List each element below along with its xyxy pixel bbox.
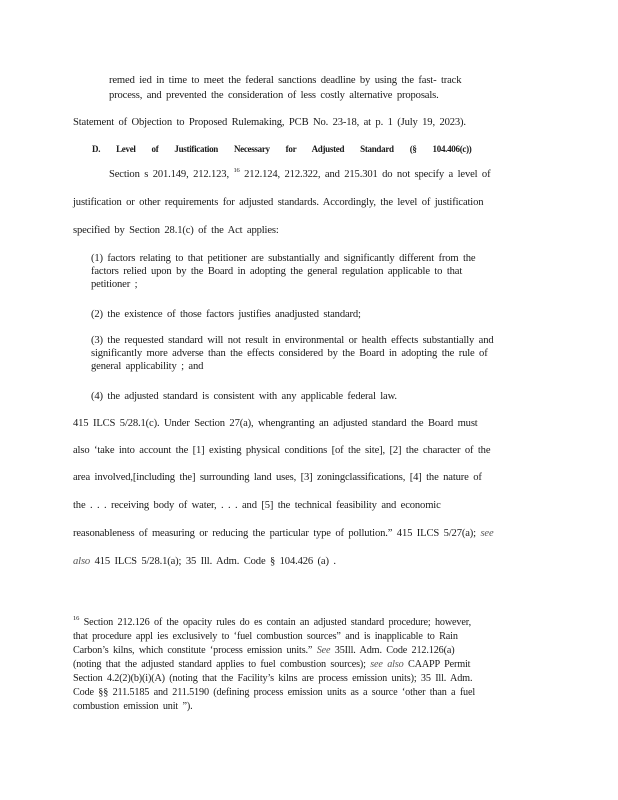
body-line: also ‘take into account the [1] existing physical conditions [of the site], [2] the character of the (73, 445, 491, 456)
footnote-line: combustion emission unit ”). (73, 701, 193, 712)
body-line: specified by Section 28.1(c) of the Act applies: (73, 225, 279, 236)
heading-text: Level of Justification Necessary for Adjusted Standard (116, 144, 394, 154)
factor-line: (2) the existence of those factors justifies anadjusted standard; (91, 309, 361, 320)
body-text: reasonableness of measuring or reducing the particular type of pollution.” 415 ILCS 5/27(a); (73, 528, 476, 539)
factor-line: factors relied upon by the Board in adopting the general regulation applicable to that (91, 266, 463, 277)
body-line (73, 555, 336, 568)
body-line: justification or other requirements for adjusted standards. Accordingly, the level of justification (73, 197, 484, 208)
factor-line: (4) the adjusted standard is consistent with any applicable federal law. (91, 391, 397, 402)
footnote-ref: 16 (233, 167, 240, 174)
factor-line: general applicability ; and (91, 361, 204, 372)
factor-line: significantly more adverse than the effects considered by the Board in adopting the rule of (91, 348, 488, 359)
section-heading (92, 143, 472, 156)
heading-letter: D. (92, 144, 101, 154)
footnote-number: 16 (73, 615, 80, 622)
footnote-line (73, 659, 470, 671)
factor-line: petitioner ; (91, 279, 138, 290)
body-text: 212.124, 212.322, and 215.301 do not specify a level of (244, 169, 491, 180)
footnote-line: that procedure appl ies exclusively to ‘fuel combustion sources” and is inapplicable to Rain (73, 631, 458, 642)
quote-line: remed ied in time to meet the federal sanctions deadline by using the fast- track (109, 75, 462, 86)
footnote-line (73, 617, 471, 629)
citation: Statement of Objection to Proposed Rulemaking, PCB No. 23-18, at p. 1 (July 19, 2023). (73, 117, 466, 128)
signal-see: see (480, 528, 494, 539)
body-line (109, 168, 490, 181)
body-text: 415 ILCS 5/28.1(a); 35 Ill. Adm. Code § 104.426 (a) . (94, 556, 336, 567)
factor-line: (1) factors relating to that petitioner are substantially and significantly different from the (91, 253, 476, 264)
body-line: area involved,[including the] surrounding land uses, [3] zoningclassifications, [4] the nature of (73, 472, 482, 483)
footnote-text: CAAPP Permit (407, 659, 471, 670)
footnote-line (73, 645, 454, 657)
footnote-text: Section 212.126 of the opacity rules do es contain an adjusted standard procedure; however, (83, 617, 471, 628)
body-line: the . . . receiving body of water, . . . and [5] the technical feasibility and economic (73, 500, 441, 511)
signal-see-also: see also (370, 659, 404, 670)
factor-line: (3) the requested standard will not result in environmental or health effects substantially and (91, 335, 494, 346)
footnote-text: 35Ill. Adm. Code 212.126(a) (334, 645, 455, 656)
body-text: Section s 201.149, 212.123, (109, 169, 229, 180)
heading-section: (§ 104.406(c)) (409, 144, 472, 154)
quote-line: process, and prevented the consideration of less costly alternative proposals. (109, 90, 439, 101)
body-line: 415 ILCS 5/28.1(c). Under Section 27(a), whengranting an adjusted standard the Board must (73, 418, 478, 429)
footnote-line: Code §§ 211.5185 and 211.5190 (defining process emission units as a source ‘other than a fuel (73, 687, 476, 698)
footnote-text: Carbon’s kilns, which constitute ‘process emission units.” (73, 645, 313, 656)
signal-also: also (73, 556, 91, 567)
footnote-line: Section 4.2(2)(b)(i)(A) (noting that the Facility’s kilns are process emission units); 35 Ill. Adm. (73, 673, 473, 684)
body-line (73, 527, 494, 540)
signal-see: See (316, 645, 331, 656)
footnote-text: (noting that the adjusted standard applies to fuel combustion sources); (73, 659, 366, 670)
